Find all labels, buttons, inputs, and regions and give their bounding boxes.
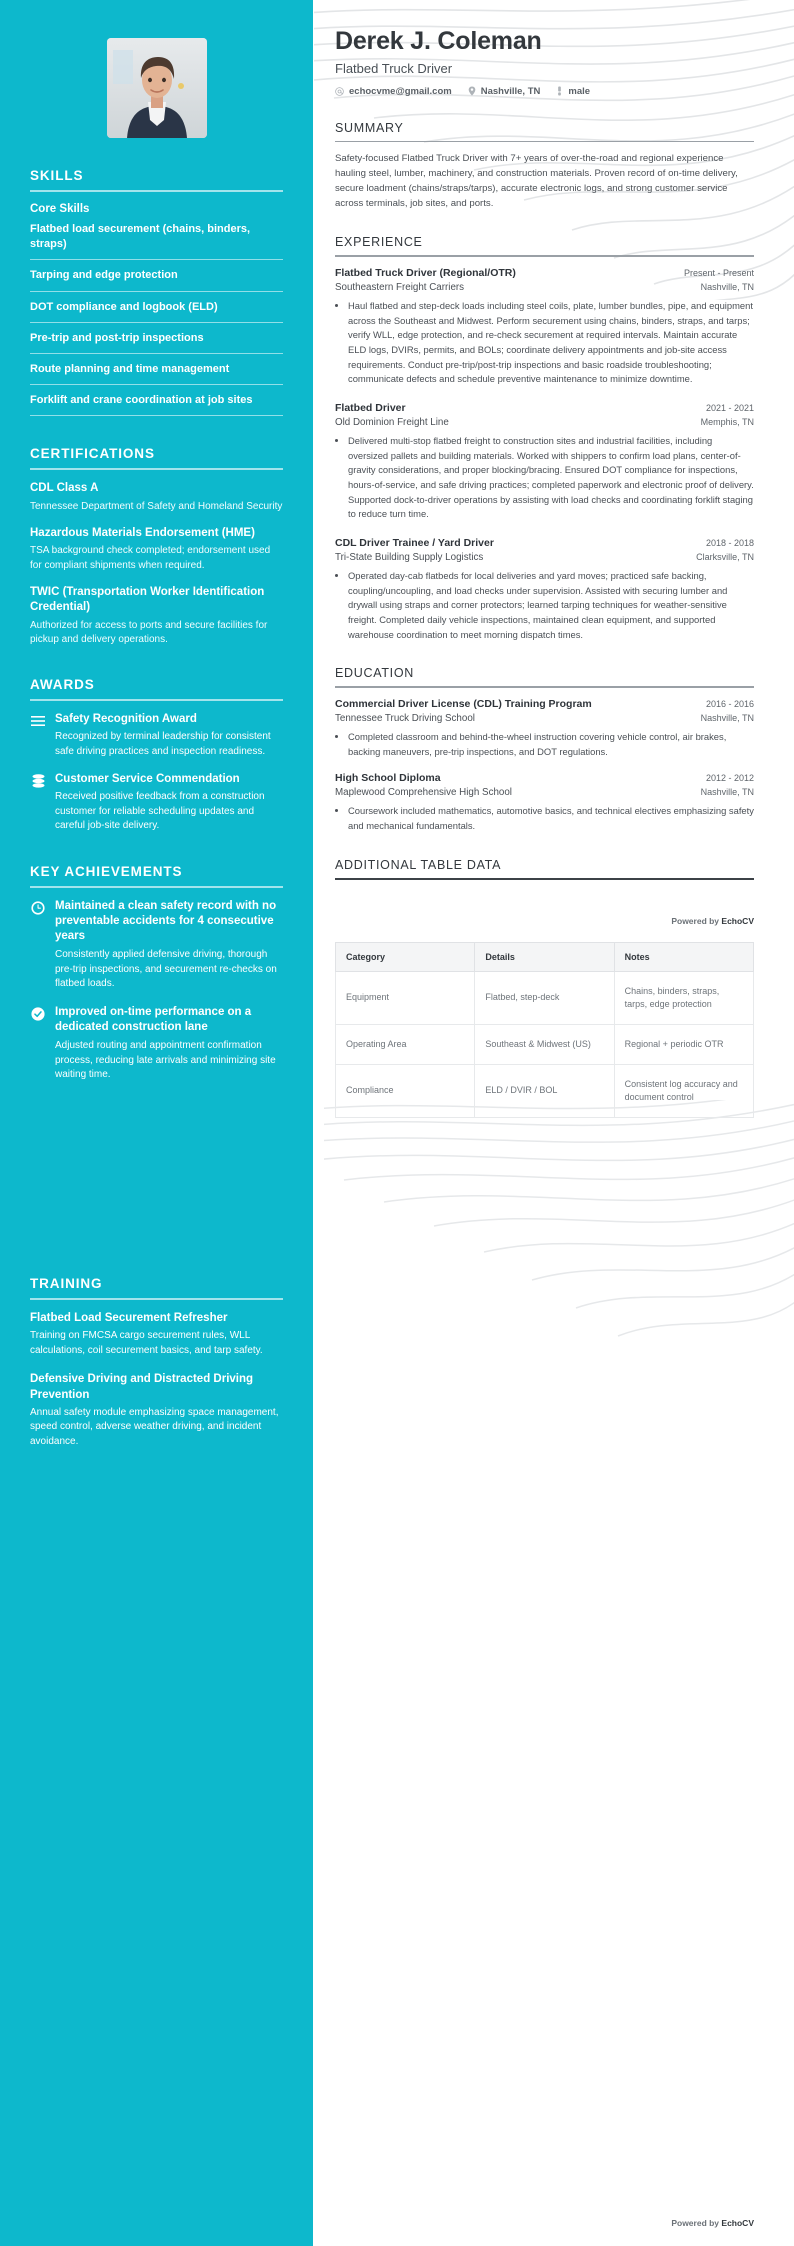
table-cell: Southeast & Midwest (US) <box>475 1024 614 1064</box>
job-bullet: • Haul flatbed and step-deck loads including steel coils, plate, lumber bundles, pipe, and equipment across the Southeast and Midwest. Perform securement using chains, binders, straps, and tarps; verify WLL, edge protection, and re-check securement at required intervals. Maintain accurate ELD logs, DVIRs, permits, and BOLs; coordinate delivery appointments and job-site access requirements. Conduct pre-trip/post-trip inspections and basic roadside troubleshooting; communicate defects and schedule preventive maintenance to minimize downtime. <box>348 299 754 387</box>
table-row <box>336 971 754 1024</box>
education-bullets <box>335 804 754 833</box>
table-cell: Operating Area <box>336 1024 475 1064</box>
section-certifications <box>30 446 283 647</box>
section-awards <box>30 677 283 833</box>
key-achievement-item <box>30 899 283 992</box>
training-title: TRAINING <box>30 1275 103 1291</box>
certification-item <box>30 526 283 573</box>
check-circle-icon <box>30 1006 46 1022</box>
contact-location-text: Nashville, TN <box>480 85 541 97</box>
table-row <box>336 1024 754 1064</box>
skills-title: SKILLS <box>30 168 84 183</box>
key-achievement-desc: Adjusted routing and appointment confirmation process, reducing late arrivals and minimizing site waiting time. <box>55 1040 276 1081</box>
certification-item <box>30 585 283 647</box>
education-location: Nashville, TN <box>700 787 754 798</box>
education-item <box>335 772 754 833</box>
education-title: High School Diploma <box>335 772 441 785</box>
education-heading: EDUCATION <box>335 666 414 681</box>
table-cell: Regional + periodic OTR <box>614 1024 753 1064</box>
experience-item <box>335 537 754 642</box>
certification-name: CDL Class A <box>30 482 99 495</box>
table-row <box>336 1064 754 1117</box>
contact-email[interactable] <box>335 86 452 97</box>
skill-item: Forklift and crane coordination at job sites <box>30 393 283 416</box>
table-cell: Consistent log accuracy and document control <box>614 1064 753 1117</box>
education-dates: 2012 - 2012 <box>705 773 754 784</box>
main-content <box>313 0 794 2246</box>
key-achievements-divider <box>30 886 283 888</box>
contact-location[interactable] <box>468 86 541 97</box>
award-title: Safety Recognition Award <box>55 713 197 726</box>
certification-desc: Tennessee Department of Safety and Homeland Security <box>30 500 283 512</box>
table-column-header: Category <box>336 942 475 971</box>
additional-data-table-wrap <box>335 942 754 1118</box>
section-summary <box>335 121 754 212</box>
job-dates: Present - Present <box>683 267 754 278</box>
education-item <box>335 698 754 759</box>
certifications-title: CERTIFICATIONS <box>30 446 155 462</box>
profile-photo-wrap <box>0 0 313 138</box>
summary-heading: SUMMARY <box>335 120 404 135</box>
certification-name: Hazardous Materials Endorsement (HME) <box>30 526 255 539</box>
job-bullets <box>335 299 754 387</box>
training-name: Flatbed Load Securement Refresher <box>30 1311 228 1324</box>
additional-table-heading: ADDITIONAL TABLE DATA <box>335 857 502 872</box>
contact-gender-text: male <box>568 85 591 97</box>
education-location: Nashville, TN <box>700 712 754 723</box>
summary-divider <box>335 141 754 143</box>
key-achievements-title: KEY ACHIEVEMENTS <box>30 863 183 879</box>
job-location: Memphis, TN <box>700 416 754 427</box>
sidebar-spacer <box>30 1096 283 1246</box>
clock-icon <box>30 900 46 916</box>
job-bullets <box>335 434 754 522</box>
training-item <box>30 1311 283 1358</box>
skill-item: Route planning and time management <box>30 362 283 385</box>
job-dates: 2018 - 2018 <box>705 538 754 548</box>
list-lines-icon <box>30 713 46 729</box>
skill-item: Pre-trip and post-trip inspections <box>30 331 283 354</box>
award-desc: Recognized by terminal leadership for consistent safe driving practices and inspection readiness. <box>55 731 271 757</box>
key-achievement-title: Maintained a clean safety record with no preventable accidents for 4 consecutive years <box>55 899 277 943</box>
training-divider <box>30 1298 283 1300</box>
job-title: Flatbed Truck Driver (Regional/OTR) <box>335 266 516 279</box>
award-desc: Received positive feedback from a construction customer for reliable scheduling updates and careful job-site delivery. <box>55 791 265 832</box>
location-pin-icon <box>468 86 476 96</box>
experience-divider <box>335 255 754 257</box>
additional-table-divider <box>335 878 754 880</box>
certification-item <box>30 481 283 514</box>
powered-by-label-top <box>335 890 754 936</box>
education-bullet: • Coursework included mathematics, automotive basics, and technical electives emphasizing safety and mechanical fundamentals. <box>348 804 754 833</box>
key-achievement-title: Improved on-time performance on a dedicated construction lane <box>55 1005 252 1034</box>
powered-by-prefix-bottom: Powered by <box>671 2218 722 2228</box>
section-experience <box>335 235 754 642</box>
job-bullets <box>335 569 754 642</box>
table-cell: Flatbed, step-deck <box>475 971 614 1024</box>
section-additional-table <box>335 858 754 880</box>
section-training <box>30 1276 283 1449</box>
avatar <box>107 38 207 138</box>
contact-email-text: echocvme@gmail.com <box>349 85 452 97</box>
key-achievement-desc: Consistently applied defensive driving, thorough pre-trip inspections, and securement re-checks on flatbed loads. <box>55 949 277 990</box>
contact-row <box>335 86 754 97</box>
table-column-header: Details <box>475 942 614 971</box>
resume-header <box>335 28 754 97</box>
database-stack-icon <box>30 773 46 789</box>
powered-by-brand: EchoCV <box>721 915 754 926</box>
page-title: Derek J. Coleman <box>335 27 542 55</box>
job-bullet: • Delivered multi-stop flatbed freight to construction sites and industrial facilities, including oversized pallets and building materials. Worked with shippers to confirm load plans, center-of-gravity considerations, and proper blocking/bracing. Ensured DOT compliance for inspections, hours-of-service, and safe driving practices; completed paperwork and electronic proof of delivery. Supported dock-to-driver operations by assisting with load checks and coordinating forklift staging to reduce turn time. <box>348 434 754 522</box>
training-name: Defensive Driving and Distracted Driving Prevention <box>30 1373 254 1401</box>
awards-title: AWARDS <box>30 677 95 693</box>
award-title: Customer Service Commendation <box>55 773 240 786</box>
awards-divider <box>30 699 283 701</box>
powered-by-brand-bottom: EchoCV <box>721 2218 754 2228</box>
education-school: Maplewood Comprehensive High School <box>335 787 512 799</box>
job-dates: 2021 - 2021 <box>705 402 754 413</box>
certification-desc: Authorized for access to ports and secure facilities for pickup and delivery operations. <box>30 619 268 646</box>
sidebar <box>0 0 313 2246</box>
experience-item <box>335 402 754 522</box>
certification-desc: TSA background check completed; endorsement used for compliant shipments when required. <box>30 545 271 571</box>
table-cell: Compliance <box>336 1064 475 1117</box>
job-company: Southeastern Freight Carriers <box>335 281 465 293</box>
certifications-divider <box>30 468 283 470</box>
table-column-header: Notes <box>614 942 753 971</box>
award-item <box>30 772 283 833</box>
gender-icon <box>556 86 563 96</box>
experience-heading: EXPERIENCE <box>335 235 423 250</box>
avatar-portrait-image <box>107 38 207 138</box>
education-dates: 2016 - 2016 <box>705 698 754 709</box>
job-bullet: • Operated day-cab flatbeds for local deliveries and yard moves; practiced safe backing, coupling/uncoupling, and load checks under supervision. Assisted with securing lumber and drywall using straps and corner protectors; learned tarping techniques for weather-sensitive freight. Completed daily vehicle inspections, maintained clean equipment, and supported warehouse coordination to meet morning dispatch times. <box>348 569 754 642</box>
job-title: CDL Driver Trainee / Yard Driver <box>335 537 494 549</box>
training-desc: Annual safety module emphasizing space management, speed control, adverse weather driving, and incident avoidance. <box>30 1406 279 1447</box>
job-role-subtitle: Flatbed Truck Driver <box>335 60 453 76</box>
skill-item: DOT compliance and logbook (ELD) <box>30 300 283 323</box>
education-divider <box>335 686 754 688</box>
skill-item: Flatbed load securement (chains, binders, straps) <box>30 222 283 260</box>
additional-data-table <box>335 942 754 1118</box>
table-cell: Chains, binders, straps, tarps, edge protection <box>614 971 753 1024</box>
skills-group-label: Core Skills <box>30 203 90 215</box>
summary-text: Safety-focused Flatbed Truck Driver with 7+ years of over-the-road and regional experience hauling steel, lumber, machinery, and construction materials. Proven record of on-time delivery, secure loadment (chains/straps/tarps), accurate electronic logs, and strong customer service across terminals, job sites, and ports. <box>335 153 738 209</box>
job-location: Nashville, TN <box>700 281 754 292</box>
job-company: Tri-State Building Supply Logistics <box>335 552 484 563</box>
job-company: Old Dominion Freight Line <box>335 416 449 428</box>
education-school: Tennessee Truck Driving School <box>335 712 475 724</box>
certification-name: TWIC (Transportation Worker Identification Credential) <box>30 585 265 614</box>
skill-item: Tarping and edge protection <box>30 268 283 291</box>
job-location: Clarksville, TN <box>696 552 754 562</box>
section-key-achievements <box>30 864 283 1083</box>
email-icon <box>335 87 344 96</box>
table-cell: Equipment <box>336 971 475 1024</box>
education-bullets <box>335 730 754 759</box>
section-education <box>335 666 754 833</box>
skills-divider <box>30 190 283 192</box>
award-item <box>30 712 283 759</box>
key-achievement-item <box>30 1005 283 1083</box>
experience-item <box>335 267 754 387</box>
table-cell: ELD / DVIR / BOL <box>475 1064 614 1117</box>
training-item <box>30 1372 283 1449</box>
powered-by-prefix: Powered by <box>671 915 722 926</box>
education-title: Commercial Driver License (CDL) Training Program <box>335 697 592 710</box>
contact-gender[interactable] <box>556 86 590 97</box>
job-title: Flatbed Driver <box>335 401 406 414</box>
section-skills <box>30 168 283 416</box>
powered-by-label-bottom <box>671 2218 754 2228</box>
education-bullet: • Completed classroom and behind-the-wheel instruction covering vehicle control, air brakes, backing maneuvers, pre-trip inspections, and DOT regulations. <box>348 730 754 759</box>
table-header-row <box>336 942 754 971</box>
training-desc: Training on FMCSA cargo securement rules, WLL calculations, coil securement basics, and tarp safety. <box>30 1330 263 1356</box>
